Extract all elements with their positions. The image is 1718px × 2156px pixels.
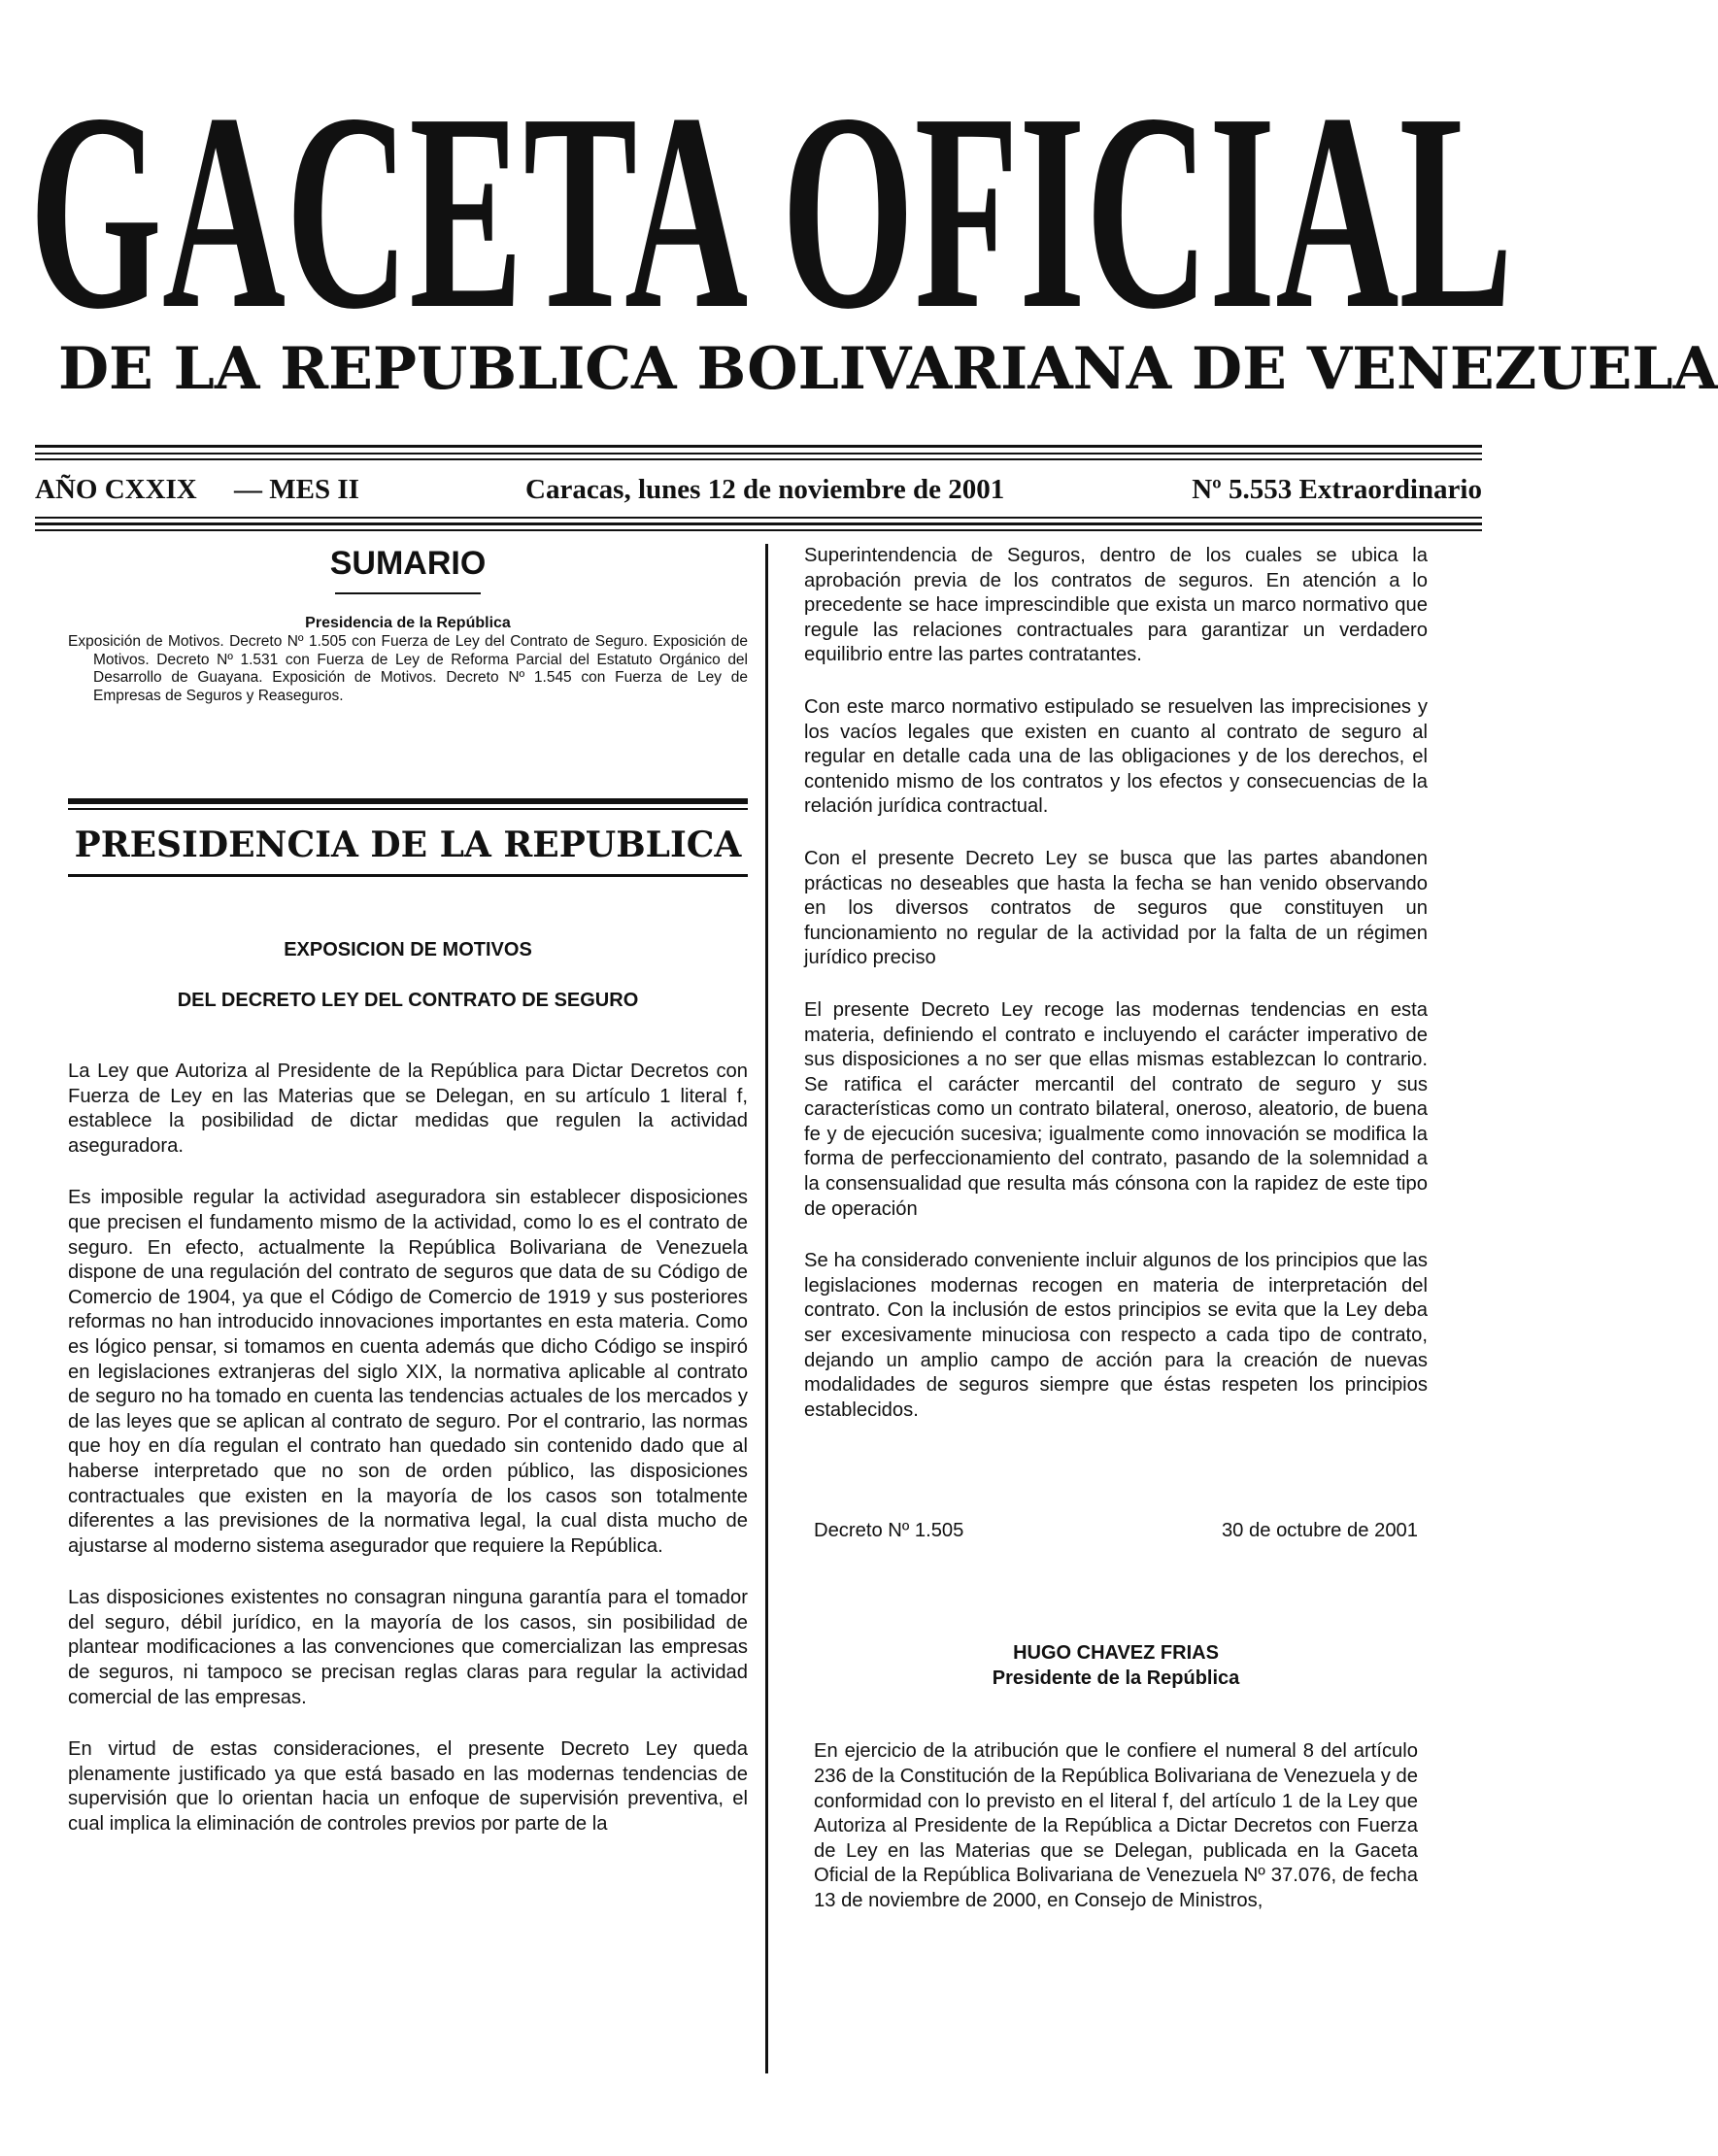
decree-date: 30 de octubre de 2001 [1221, 1520, 1418, 1542]
exposicion-heading: EXPOSICION DE MOTIVOS [284, 939, 532, 960]
column-divider [765, 544, 768, 2073]
right-paragraph-5: Se ha considerado conveniente incluir algunos de los principios que las legislaciones modernas recogen en materia de interpretación del contrato. Con la inclusión de estos principios se evita que la Ley deba ser excesivamente minuciosa con respecto a cada tipo de contrato, dejando un amplio campo de acción para la creación de nuevas modalidades de seguros siempre que éstas respeten los principios establecidos. [804, 1250, 1428, 1421]
issue-year: AÑO CXXIX [35, 474, 197, 505]
issue-info-line [35, 474, 1482, 513]
left-column [68, 544, 748, 1837]
top-rule-3 [35, 458, 1482, 460]
masthead-title-text: GACETA OFICIAL [29, 55, 1513, 367]
sumario-rule [335, 592, 481, 594]
masthead-title-svg [29, 55, 1515, 367]
signatory-title: Presidente de la República [992, 1668, 1240, 1690]
closing-paragraph: En ejercicio de la atribución que le confiere el numeral 8 del artículo 236 de la Constitución de la República Bolivariana de Venezuela y de conformidad con lo previsto en el literal f, del artículo 1 de la Ley que Autoriza al Presidente de la República a Dictar Decretos con Fuerza de Ley en las Materias que se Delegan, publicada en la Gaceta Oficial de la República Bolivariana de Venezuela Nº 37.076, de fecha 13 de noviembre de 2000, en Consejo de Ministros, [814, 1740, 1418, 1911]
right-paragraph-3: Con el presente Decreto Ley se busca que las partes abandonen prácticas no deseables que hasta la fecha se han venido observando en los diversos contratos de seguros que constituyen un funcionamiento no regular de la actividad por la falta de un régimen jurídico preciso [804, 847, 1428, 969]
presidencia-banner [68, 798, 748, 877]
signatory-name: HUGO CHAVEZ FRIAS [1013, 1642, 1219, 1665]
left-paragraph-1: La Ley que Autoriza al Presidente de la República para Dictar Decretos con Fuerza de Ley en las Materias que se Delegan, en su artículo 1 literal f, establece la posibilidad de dictar medidas que regulen la actividad aseguradora. [68, 1061, 748, 1157]
top-rule-1 [35, 445, 1482, 448]
bottom-rule-2 [35, 522, 1482, 525]
sumario-subtitle: Presidencia de la República [305, 615, 511, 631]
bottom-rule-3 [35, 529, 1482, 531]
banner-rule-thin [68, 808, 748, 810]
section-title: PRESIDENCIA DE LA REPUBLICA [74, 825, 742, 865]
left-paragraph-3: Las disposiciones existentes no consagran ninguna garantía para el tomador del seguro, débil jurídico, en la mayoría de los casos, sin posibilidad de plantear modificaciones a las convenciones que comercializan las empresas de seguros, ni tampoco se precisan reglas claras para regular la actividad comercial de las empresas. [68, 1587, 748, 1708]
issue-number: Nº 5.553 Extraordinario [1192, 474, 1482, 505]
top-rule-2 [35, 453, 1482, 455]
decree-number: Decreto Nº 1.505 [814, 1520, 964, 1542]
bottom-rule-1 [35, 517, 1482, 519]
right-paragraph-2: Con este marco normativo estipulado se resuelven las imprecisiones y los vacíos legales que existen en cuanto al contrato de seguro al regular en detalle cada una de las obligaciones y de los derechos, el contenido mismo de los contratos y los efectos y consecuencias de la relación jurídica contractual. [804, 695, 1428, 818]
decree-line [804, 1520, 1428, 1547]
masthead-subtitle: DE LA REPUBLICA BOLIVARIANA DE VENEZUELA [58, 335, 1718, 403]
sumario-text: Exposición de Motivos. Decreto Nº 1.505 con Fuerza de Ley del Contrato de Seguro. Exposición de Motivos. Decreto Nº 1.531 con Fuerza de Ley de Reforma Parcial del Estatuto Orgánico del Desarrollo de Guayana. Exposición de Motivos. Decreto Nº 1.545 con Fuerza de Ley de Empresas de Seguros y Reaseguros. [68, 633, 748, 704]
banner-rule-thick [68, 798, 748, 804]
issue-month: — MES II [234, 474, 359, 505]
right-paragraph-4: El presente Decreto Ley recoge las modernas tendencias en esta materia, definiendo el contrato e incluyendo el carácter imperativo de sus disposiciones a no ser que ellas mismas establezcan lo contrario. Se ratifica el carácter mercantil del contrato de seguro y sus características como un contrato bilateral, oneroso, aleatorio, de buena fe y de ejecución sucesiva; igualmente como innovación se modifica la forma de perfeccionamiento del contrato, pasando de la solemnidad a la consensualidad que resulta más cónsona con la rapidez de este tipo de operación [804, 998, 1428, 1220]
masthead-title [29, 55, 1515, 367]
issue-date: Caracas, lunes 12 de noviembre de 2001 [525, 474, 1005, 505]
sumario-title: SUMARIO [329, 545, 487, 582]
right-paragraph-1: Superintendencia de Seguros, dentro de los cuales se ubica la aprobación previa de los contratos de seguros. En atención a lo precedente se hace imprescindible que exista un marco normativo que regule las relaciones contractuales para garantizar un verdadero equilibrio entre las partes contratantes. [804, 545, 1428, 666]
decreto-heading: DEL DECRETO LEY DEL CONTRATO DE SEGURO [177, 990, 639, 1011]
left-paragraph-4: En virtud de estas consideraciones, el presente Decreto Ley queda plenamente justificado ya que está basado en las modernas tendencias de supervisión que lo orientan hacia un enfoque de supervisión preventiva, el cual implica la eliminación de controles previos por parte de la [68, 1738, 748, 1836]
left-paragraph-2: Es imposible regular la actividad aseguradora sin establecer disposiciones que precisen el fundamento mismo de la actividad, como lo es el contrato de seguro. En efecto, actualmente la República Bolivariana de Venezuela dispone de una regulación del contrato de seguros que data de su Código de Comercio de 1904, ya que el Código de Comercio de 1919 y sus posteriores reformas no han introducido innovaciones importantes en esta materia. Como es lógico pensar, si tomamos en cuenta además que dicho Código se inspiró en legislaciones extranjeras del siglo XIX, la normativa aplicable al contrato de seguro no ha tomado en cuenta las tendencias actuales de los mercados y de las leyes que se aplican al contrato de seguro. Por el contrario, las normas que hoy en día regulan el contrato han quedado sin contenido dado que al haberse interpretado que no son de orden público, las disposiciones contractuales que existen en la mayoría de los casos son totalmente diferentes a las previsiones de la normativa legal, la cual dista mucho de ajustarse al moderno sistema asegurador que requiere la República. [68, 1187, 748, 1557]
right-column [804, 544, 1428, 1914]
